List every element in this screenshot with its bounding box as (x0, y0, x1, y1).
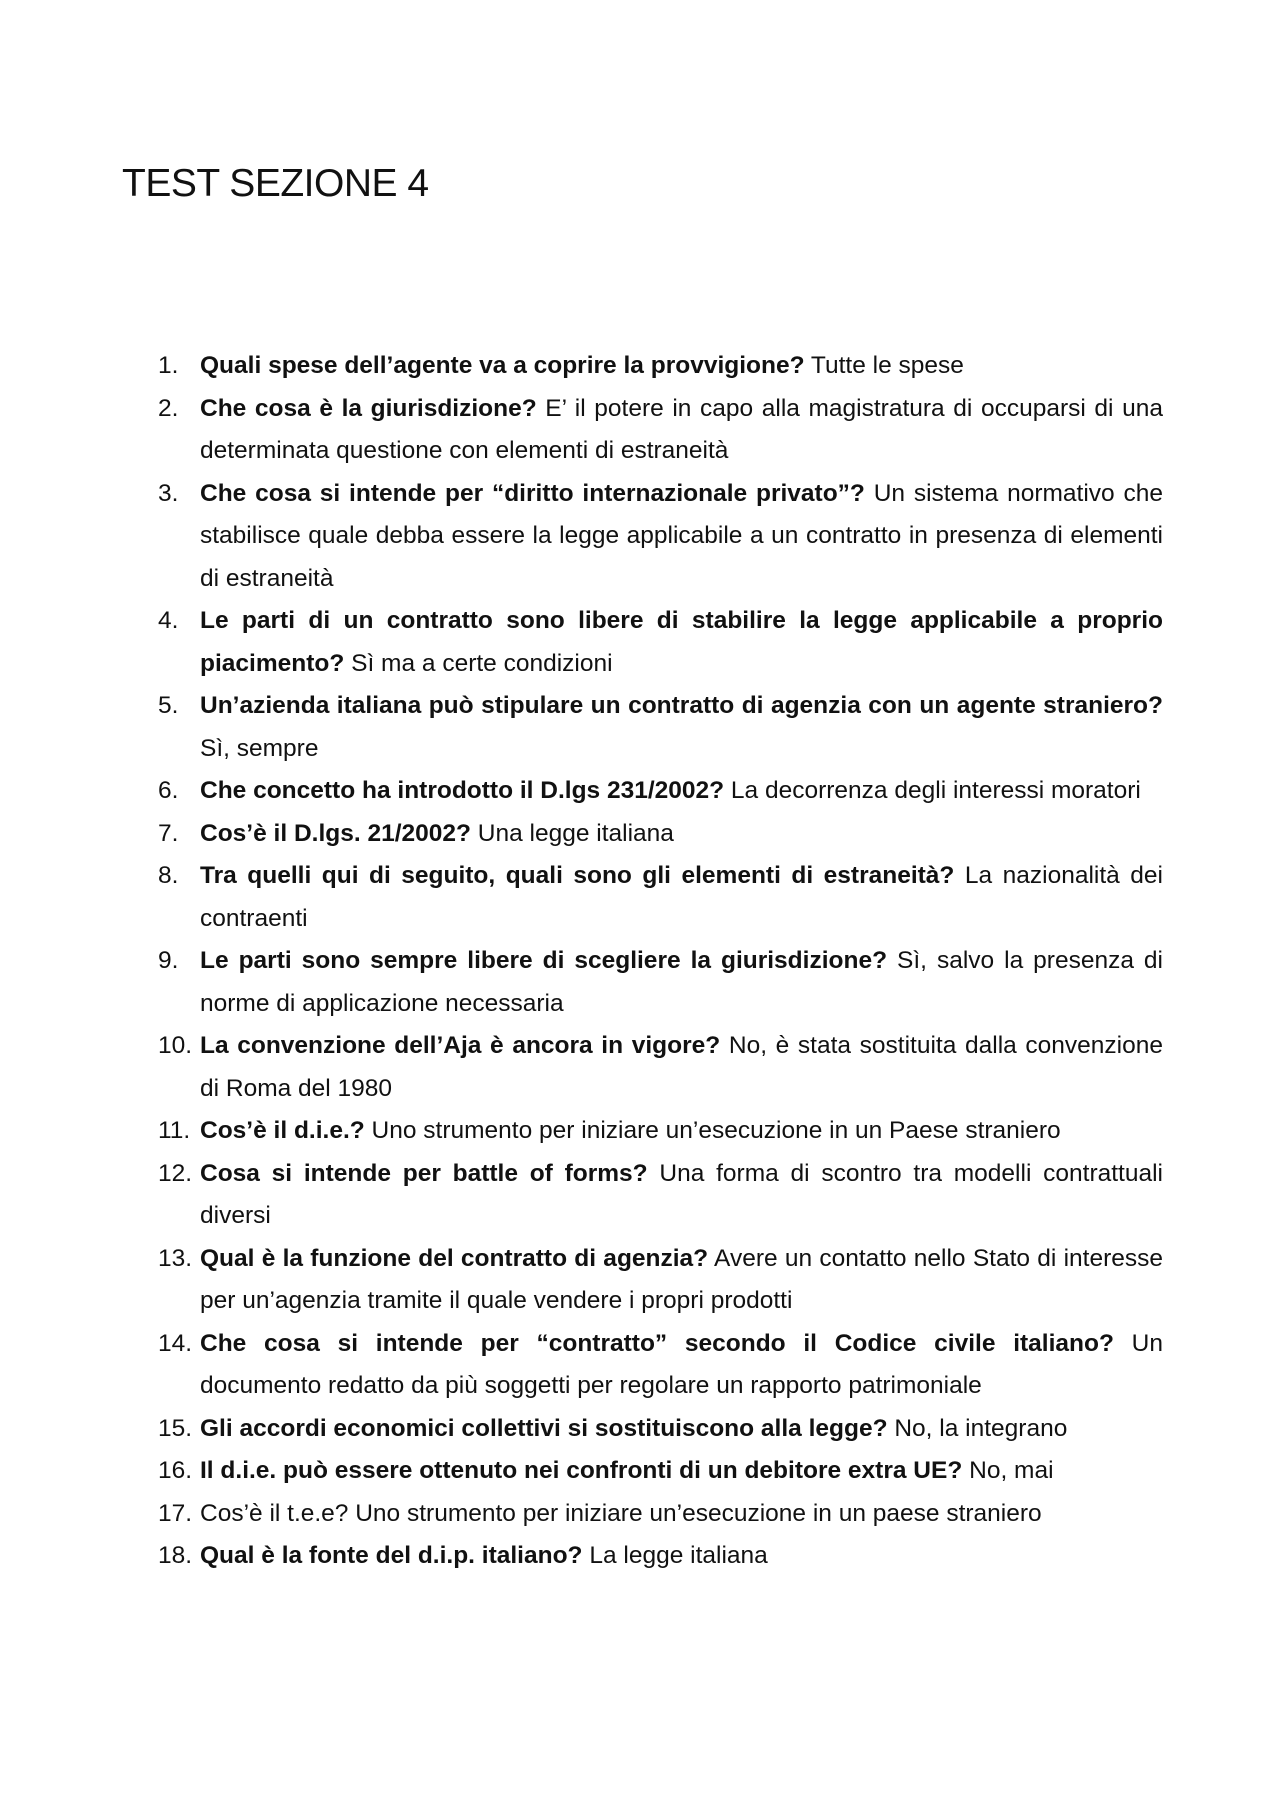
answer-text: No, mai (962, 1457, 1054, 1484)
question-text: Tra quelli qui di seguito, quali sono gli elementi di estraneità? (200, 862, 955, 889)
answer-text: Un documento redatto da più soggetti per regolare un rapporto patrimoniale (200, 1329, 1163, 1399)
list-item: 1. Quali spese dell’agente va a coprire la provvigione? Tutte le spese (158, 352, 964, 379)
answer-text: Una forma di scontro tra modelli contrattuali diversi (200, 1159, 1163, 1229)
list-item: 10. La convenzione dell’Aja è ancora in vigore? No, è stata sostituita dalla convenzione di Roma del 1980 (158, 1032, 1163, 1102)
answer-text: Cos’è il t.e.e? Uno strumento per iniziare un’esecuzione in un paese straniero (200, 1499, 1042, 1527)
question-text: Che concetto ha introdotto il D.lgs 231/2002? (200, 777, 725, 804)
question-text: La convenzione dell’Aja è ancora in vigore? (200, 1032, 721, 1059)
page-title: TEST SEZIONE 4 (122, 162, 429, 205)
question-text: Un’azienda italiana può stipulare un contratto di agenzia con un agente straniero? (200, 692, 1163, 719)
question-text: Qual è la funzione del contratto di agenzia? (200, 1244, 709, 1272)
answer-text: Sì, salvo la presenza di norme di applicazione necessaria (200, 947, 1163, 1017)
list-item: 17. Cos’è il t.e.e? Uno strumento per iniziare un’esecuzione in un paese straniero (158, 1499, 1042, 1527)
list-item: 6. Che concetto ha introdotto il D.lgs 231/2002? La decorrenza degli interessi moratori (158, 777, 1141, 804)
list-item: 9. Le parti sono sempre libere di scegliere la giurisdizione? Sì, salvo la presenza di norme di applicazione necessaria (158, 947, 1163, 1017)
question-list (0, 345, 1280, 1578)
list-item: 15. Gli accordi economici collettivi si sostituiscono alla legge? No, la integrano (158, 1414, 1068, 1442)
question-text: Qual è la fonte del d.i.p. italiano? (200, 1542, 583, 1569)
question-text: Cos’è il d.i.e.? (200, 1117, 365, 1144)
list-item: 12. Cosa si intende per battle of forms? Una forma di scontro tra modelli contrattuali diversi (158, 1159, 1163, 1229)
list-item: 7. Cos’è il D.lgs. 21/2002? Una legge italiana (158, 819, 674, 847)
list-item: 5. Un’azienda italiana può stipulare un contratto di agenzia con un agente straniero? Sì, sempre (158, 692, 1163, 762)
list-item: 4. Le parti di un contratto sono libere di stabilire la legge applicabile a proprio piacimento? Sì ma a certe condizioni (158, 607, 1163, 677)
list-item: 18. Qual è la fonte del d.i.p. italiano? La legge italiana (158, 1542, 768, 1569)
list-item: 13. Qual è la funzione del contratto di agenzia? Avere un contatto nello Stato di interesse per un’agenzia tramite il quale vendere i propri prodotti (158, 1244, 1164, 1314)
answer-text: Un sistema normativo che stabilisce quale debba essere la legge applicabile a un contratto in presenza di elementi di estraneità (200, 479, 1163, 592)
answer-text: E’ il potere in capo alla magistratura di occuparsi di una determinata questione con elementi di estraneità (200, 394, 1163, 464)
question-text: Cosa si intende per battle of forms? (200, 1159, 648, 1187)
question-text: Il d.i.e. può essere ottenuto nei confronti di un debitore extra UE? (200, 1457, 963, 1484)
list-item: 14. Che cosa si intende per “contratto” secondo il Codice civile italiano? Un documento redatto da più soggetti per regolare un rapporto patrimoniale (158, 1329, 1163, 1399)
answer-text: No, è stata sostituita dalla convenzione di Roma del 1980 (200, 1032, 1163, 1102)
answer-text: Uno strumento per iniziare un’esecuzione in un Paese straniero (364, 1117, 1061, 1144)
answer-text: Avere un contatto nello Stato di interesse per un’agenzia tramite il quale vendere i propri prodotti (200, 1244, 1164, 1314)
question-text: Le parti sono sempre libere di scegliere la giurisdizione? (200, 947, 888, 974)
answer-text: Sì, sempre (200, 734, 319, 762)
list-item: 8. Tra quelli qui di seguito, quali sono gli elementi di estraneità? La nazionalità dei contraenti (158, 862, 1163, 932)
list-item: 11. Cos’è il d.i.e.? Uno strumento per iniziare un’esecuzione in un Paese straniero (158, 1117, 1061, 1144)
question-text: Cos’è il D.lgs. 21/2002? (200, 819, 471, 847)
question-text: Gli accordi economici collettivi si sostituiscono alla legge? (200, 1414, 888, 1442)
list-item: 2. Che cosa è la giurisdizione? E’ il potere in capo alla magistratura di occuparsi di una determinata questione con elementi di estraneità (158, 394, 1163, 464)
answer-text: La nazionalità dei contraenti (200, 862, 1163, 932)
question-text: Che cosa è la giurisdizione? (200, 394, 537, 422)
question-text: Che cosa si intende per “diritto internazionale privato”? (200, 479, 865, 507)
answer-text: La legge italiana (582, 1542, 768, 1569)
question-text: Le parti di un contratto sono libere di stabilire la legge applicabile a proprio piacimento? (200, 607, 1163, 677)
answer-text: La decorrenza degli interessi moratori (724, 777, 1141, 804)
answer-text: No, la integrano (887, 1414, 1068, 1442)
list-item: 3. Che cosa si intende per “diritto internazionale privato”? Un sistema normativo che stabilisce quale debba essere la legge applicabile a un contratto in presenza di elementi di estraneità (158, 479, 1163, 592)
list-item: 16. Il d.i.e. può essere ottenuto nei confronti di un debitore extra UE? No, mai (158, 1457, 1054, 1484)
answer-text: Sì ma a certe condizioni (344, 649, 613, 677)
question-text: Che cosa si intende per “contratto” secondo il Codice civile italiano? (200, 1329, 1114, 1357)
answer-text: Tutte le spese (804, 352, 964, 379)
question-text: Quali spese dell’agente va a coprire la provvigione? (200, 352, 805, 379)
answer-text: Una legge italiana (470, 819, 674, 847)
